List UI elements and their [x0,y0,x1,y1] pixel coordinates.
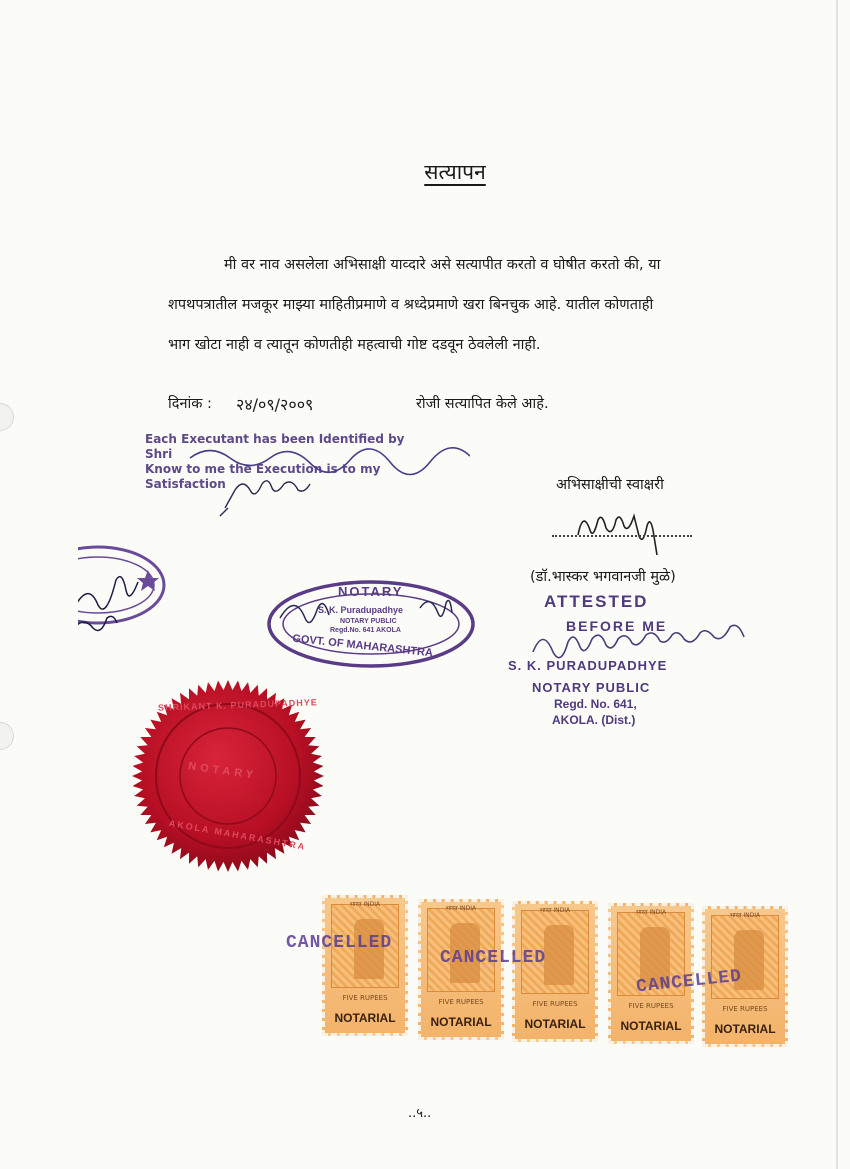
cancelled-mark: CANCELLED [635,966,743,998]
attested-regd: Regd. No. 641, [554,697,637,711]
identification-line: Satisfaction [145,477,226,491]
identification-line: Shri [145,447,173,461]
notary-seal-top: NOTARY [338,584,404,599]
notarial-stamp [418,899,504,1040]
paragraph-line: शपथपत्रातील मजकूर माझ्या माहितीप्रमाणे व श्रध्देप्रमाणे खरा बिनचुक आहे. यातील कोणताही [168,297,654,313]
signatory-name: (डॉ.भास्कर भगवानजी मुळे) [530,569,676,585]
stamp-value: FIVE RUPEES [342,994,388,1002]
stamp-country: भारत INDIA [729,912,761,919]
stamp-label: NOTARIAL [524,1017,586,1031]
attested-name: S. K. PURADUPADHYE [508,658,668,673]
cancelled-mark: CANCELLED [286,933,393,953]
attested-label: ATTESTED [544,592,649,611]
stamp-label: NOTARIAL [334,1011,396,1025]
punch-hole [0,403,14,431]
stamp-value: FIVE RUPEES [628,1002,674,1010]
identification-line: Know to me the Execution is to my [145,462,381,476]
notary-seal-role: NOTARY PUBLIC [340,618,397,625]
notarial-stamp [322,895,408,1036]
cancelled-mark: CANCELLED [440,948,547,968]
stamp-country: भारत INDIA [635,909,667,916]
stamp-label: NOTARIAL [620,1019,682,1033]
signature-line [552,535,692,537]
stamp-country: भारत INDIA [539,907,571,914]
paragraph-line: भाग खोटा नाही व त्यातून कोणतीही महत्वाची गोष्ट दडवून ठेवलेली नाही. [168,337,541,353]
stamp-country: भारत INDIA [349,901,381,908]
notary-seal-bottom: GOVT. OF MAHARASHTRA [291,632,434,660]
date-label: दिनांक : [168,396,212,412]
stamp-value: FIVE RUPEES [722,1005,768,1013]
stamp-value: FIVE RUPEES [438,998,484,1006]
handwritten-signature [568,500,678,560]
stamp-country: भारत INDIA [445,905,477,912]
partial-round-stamp [78,540,168,640]
date-value: २४/०९/२००९ [236,395,314,414]
attested-place: AKOLA. (Dist.) [552,713,636,727]
verification-paragraph [168,245,768,365]
page-title: सत्यापन [424,160,486,184]
wax-seal-bottom: AKOLA MAHARASHTRA [168,817,307,853]
identification-line: Each Executant has been Identified by [145,432,405,446]
signature-label: अभिसाक्षीची स्वाक्षरी [556,477,664,493]
wax-seal-center: NOTARY [187,760,258,782]
stamp-label: NOTARIAL [714,1022,776,1036]
page-number: ..५.. [408,1106,432,1121]
wax-seal-ring: SHRIKANT K. PURADUPADHYE [157,697,318,713]
notarial-stamp [512,901,598,1042]
stamp-value: FIVE RUPEES [532,1000,578,1008]
handwritten-signature-identifier [170,438,470,528]
punch-hole [0,722,14,750]
date-suffix: रोजी सत्यापित केले आहे. [416,396,549,412]
ashoka-emblem-icon [544,925,574,985]
paragraph-line: मी वर नाव असलेला अभिसाक्षी याव्दारे असे सत्यापीत करतो व घोषीत करतो की, या [224,257,661,273]
notary-seal-regd: Regd.No. 641 AKOLA [330,627,401,634]
notary-seal-name: S. K. Puradupadhye [318,605,404,615]
stamp-label: NOTARIAL [430,1015,492,1029]
attested-role: NOTARY PUBLIC [532,680,651,695]
before-me-label: BEFORE ME [566,618,668,634]
